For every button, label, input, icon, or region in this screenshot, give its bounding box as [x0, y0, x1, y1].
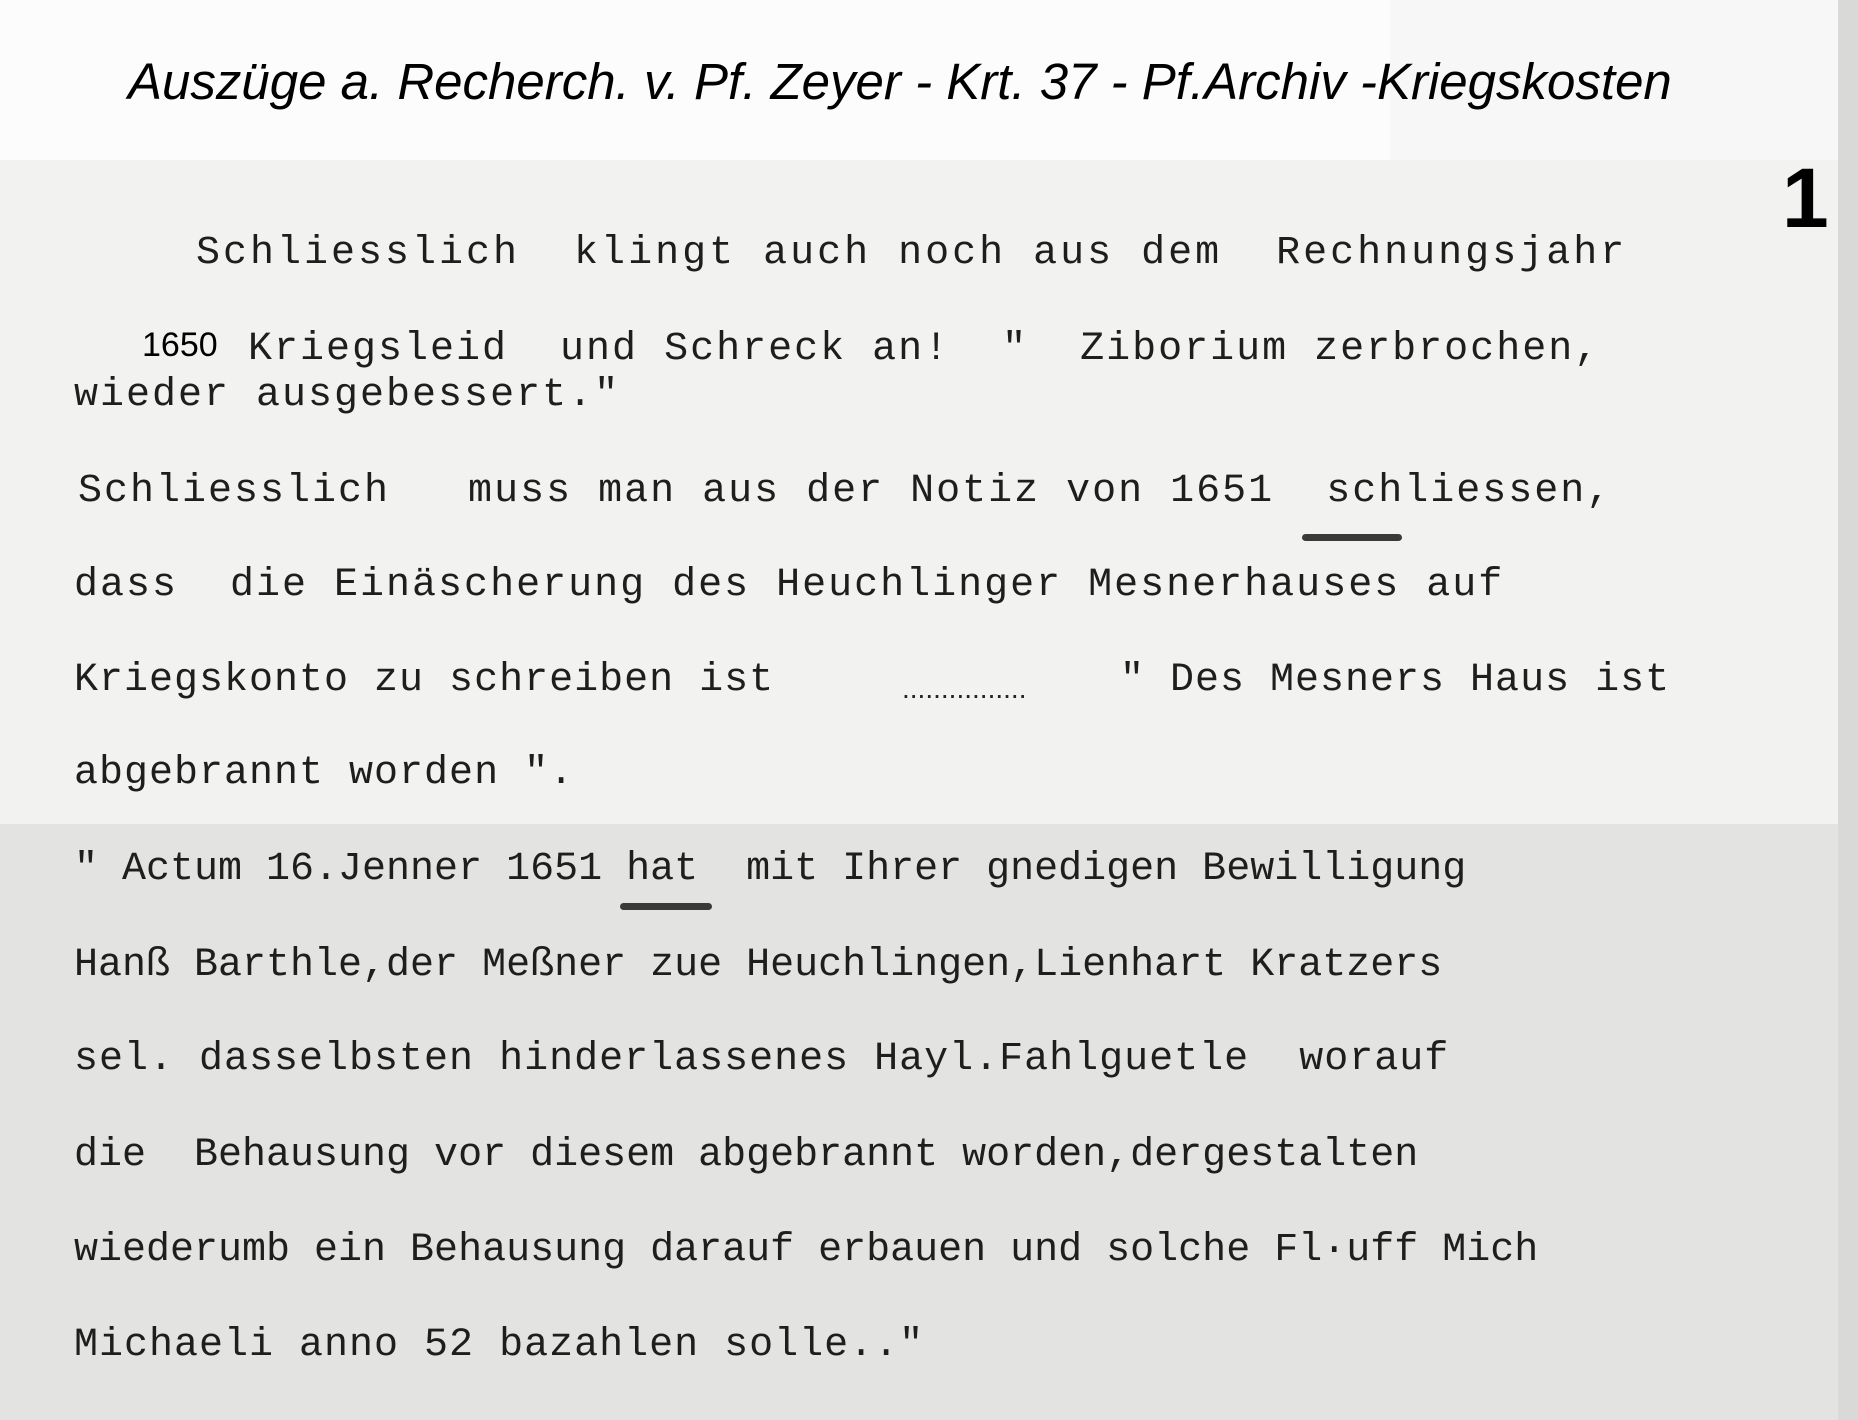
typed-line-2: Kriegsleid und Schreck an! " Ziborium zerbrochen, [248, 327, 1601, 372]
year-label: 1650 [142, 326, 218, 364]
typed-line-10: sel. dasselbsten hinderlassenes Hayl.Fahlguetle worauf [74, 1037, 1450, 1082]
page-header: Auszüge a. Recherch. v. Pf. Zeyer - Krt. 37 - Pf.Archiv -Kriegskosten [128, 53, 1672, 110]
typed-line-11: die Behausung vor diesem abgebrannt worden,dergestalten [74, 1133, 1419, 1178]
typed-line-6b: " Des Mesners Haus ist [1120, 658, 1671, 703]
typed-line-8: " Actum 16.Jenner 1651 hat mit Ihrer gnedigen Bewilligung [74, 847, 1467, 892]
typed-line-3: wieder ausgebessert." [74, 373, 621, 418]
omission-dots: ................ [902, 673, 1027, 704]
typed-line-12: wiederumb ein Behausung darauf erbauen und solche Fl·uff Mich [74, 1228, 1539, 1273]
typed-line-7: abgebrannt worden ". [74, 751, 575, 796]
year-underline-1 [1302, 534, 1402, 541]
year-underline-2 [620, 903, 712, 910]
typed-line-9: Hanß Barthle,der Meßner zue Heuchlingen,Lienhart Kratzers [74, 943, 1443, 988]
page-number: 1 [1782, 151, 1829, 245]
scan-edge [1838, 0, 1858, 1420]
typed-line-6: Kriegskonto zu schreiben ist [74, 658, 775, 703]
typed-line-5: dass die Einäscherung des Heuchlinger Mesnerhauses auf [74, 563, 1505, 608]
typed-line-4: Schliesslich muss man aus der Notiz von 1651 schliessen, [78, 469, 1613, 514]
typed-line-1: Schliesslich klingt auch noch aus dem Rechnungsjahr [196, 231, 1628, 276]
typed-line-13: Michaeli anno 52 bazahlen solle.." [74, 1323, 925, 1368]
